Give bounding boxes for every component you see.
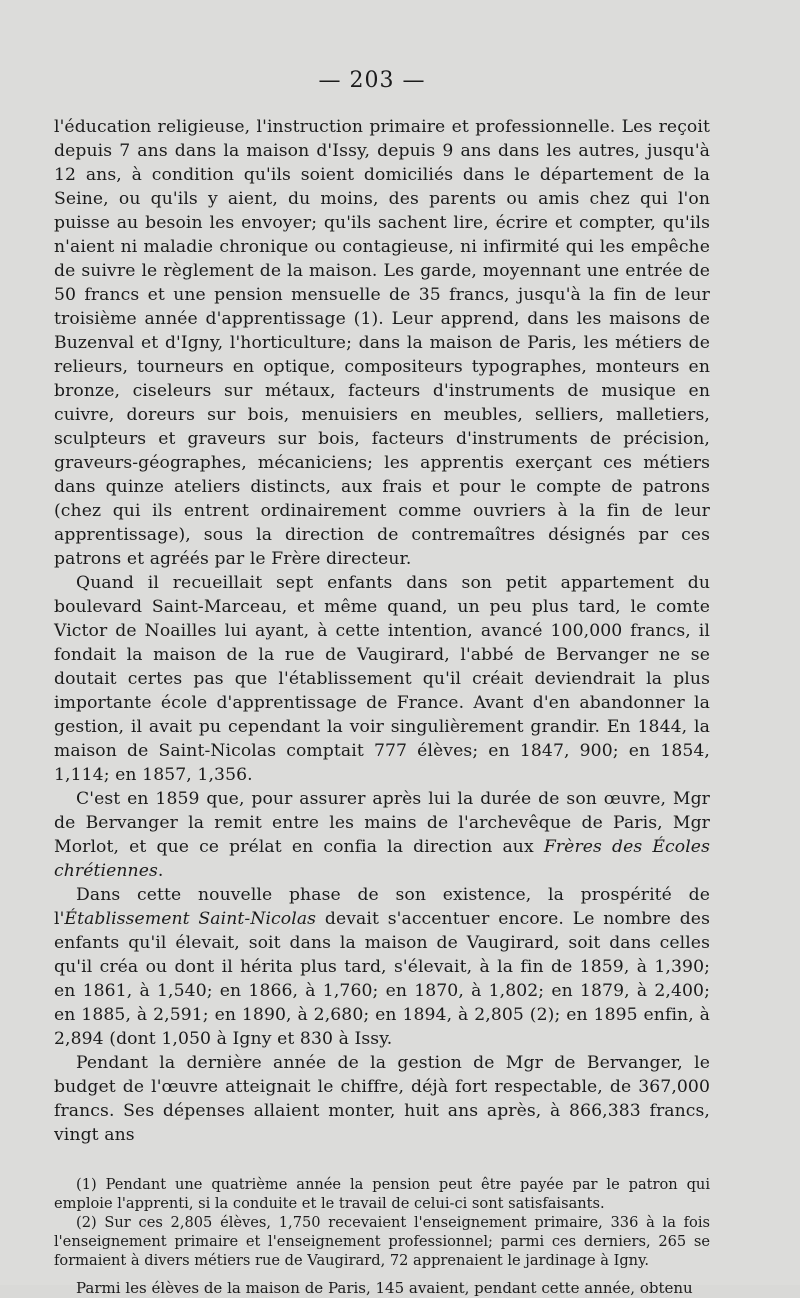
paragraph-1: l'éducation religieuse, l'instruction primaire et professionnelle. Les reçoit depuis 7 ans dans la maison d'Issy, depuis 9 ans dans les autres, jusqu'à 12 ans, à condition qu'ils soient domiciliés dans le département de la Seine, ou qu'ils y aient, du moins, des parents ou amis chez qui l'on puisse au besoin les envoyer; qu'ils sachent lire, écrire et compter, qu'ils n'aient ni maladie chronique ou contagieuse, ni infirmité qui les empêche de suivre le règlement de la maison. Les garde, moyennant une entrée de 50 francs et une pension mensuelle de 35 francs, jusqu'à la fin de leur troisième année d'apprentissage (1). Leur apprend, dans les maisons de Buzenval et d'Igny, l'horticulture; dans la maison de Paris, les métiers de relieurs, tourneurs en optique, compositeurs typographes, monteurs en bronze, ciseleurs sur métaux, facteurs d'instruments de musique en cuivre, doreurs sur bois, menuisiers en meubles, selliers, malletiers, sculpteurs et graveurs sur bois, facteurs d'instruments de précision, graveurs-géographes, mécaniciens; les apprentis exerçant ces métiers dans quinze ateliers distincts, aux frais et pour le compte de patrons (chez qui ils entrent ordinairement comme ouvriers à la fin de leur apprentissage), sous la direction de contremaîtres désignés par ces patrons et agréés par le Frère directeur. [54,117,710,569]
paragraph-2: Quand il recueillait sept enfants dans son petit appartement du boulevard Saint-Marceau, et même quand, un peu plus tard, le comte Victor de Noailles lui ayant, à cette intention, avancé 100,000 francs, il fondait la maison de la rue de Vaugirard, l'abbé de Bervanger ne se doutait certes pas que l'établissement qu'il créait deviendrait la plus importante école d'apprentissage de France. Avant d'en abandonner la gestion, il avait pu cependant la voir singulièrement grandir. En 1844, la maison de Saint-Nicolas comptait 777 élèves; en 1847, 900; en 1854, 1,114; en 1857, 1,356. [54,573,710,785]
italic-phrase: Établissement Saint-Nicolas [64,909,317,929]
main-text [54,115,710,1147]
paragraph-4: Dans cette nouvelle phase de son existence, la prospérité de l'Établissement Saint-Nicolas devait s'accentuer encore. Le nombre des enfants qu'il élevait, soit dans la maison de Vaugirard, soit dans celles qu'il créa ou dont il hérita plus tard, s'élevait, à la fin de 1859, à 1,390; en 1861, à 1,540; en 1866, à 1,760; en 1870, à 1,802; en 1879, à 2,400; en 1885, à 2,591; en 1890, à 2,680; en 1894, à 2,805 (2); en 1895 enfin, à 2,894 (dont 1,050 à Igny et 830 à Issy. [54,885,710,1049]
paragraph-5: Pendant la dernière année de la gestion de Mgr de Bervanger, le budget de l'œuvre atteignait le chiffre, déjà fort respectable, de 367,000 francs. Ses dépenses allaient monter, huit ans après, à 866,383 francs, vingt ans [54,1053,710,1145]
italic-phrase: Frères des Écoles chrétiennes [54,837,710,881]
footnotes [54,1175,710,1298]
footnote-gap [54,1147,710,1175]
footnote-2: (2) Sur ces 2,805 élèves, 1,750 recevaient l'enseignement primaire, 336 à la fois l'enseignement primaire et l'enseignement professionnel; parmi ces derniers, 265 se formaient à divers métiers rue de Vaugirard, 72 apprenaient le jardinage à Igny. [54,1214,710,1269]
paragraph-3: C'est en 1859 que, pour assurer après lui la durée de son œuvre, Mgr de Bervanger la remit entre les mains de l'archevêque de Paris, Mgr Morlot, et que ce prélat en confia la direction aux Frères des Écoles chrétiennes. [54,789,710,881]
footnote-1: (1) Pendant une quatrième année la pension peut être payée par le patron qui emploie l'apprenti, si la conduite et le travail de celui-ci sont satisfaisants. [54,1176,710,1212]
footnote-continuation: Parmi les élèves de la maison de Paris, 145 avaient, pendant cette année, obtenu [76,1279,693,1297]
page-number: — 203 — [318,68,426,93]
